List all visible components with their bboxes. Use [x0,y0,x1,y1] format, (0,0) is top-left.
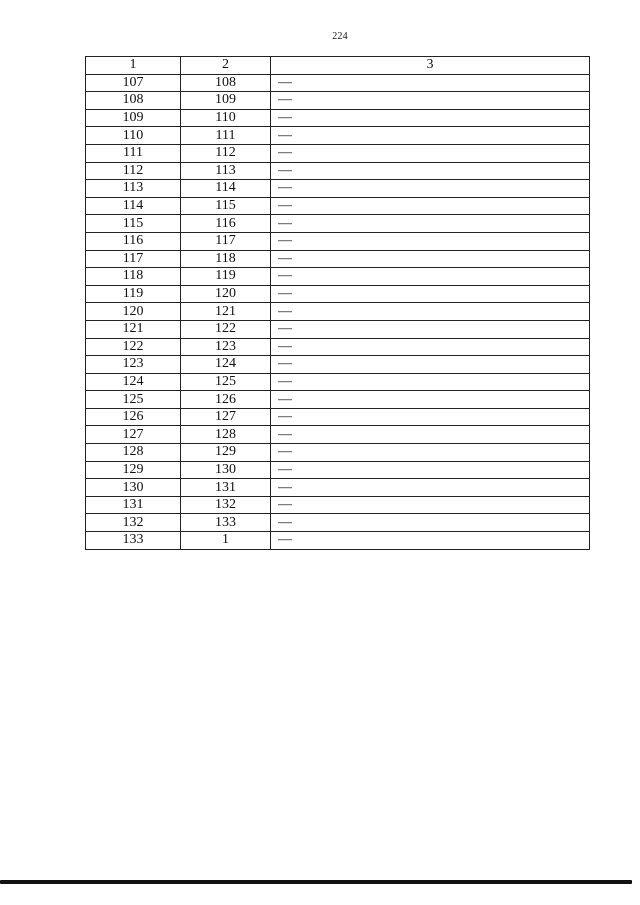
table-cell-col2: 125 [181,373,271,391]
table-cell-col1: 127 [86,426,181,444]
table-cell-col3: — [271,74,590,92]
table-cell-col2: 115 [181,197,271,215]
table-cell-col2: 128 [181,426,271,444]
table-cell-col1: 122 [86,338,181,356]
table-cell-col3: — [271,532,590,550]
table-cell-col2: 112 [181,144,271,162]
table-cell-col2: 108 [181,74,271,92]
table-row [86,285,590,303]
table-cell-col1: 119 [86,285,181,303]
table-cell-col3: — [271,303,590,321]
table-cell-col3: — [271,180,590,198]
data-table [85,56,590,550]
table-row [86,232,590,250]
table-cell-col3: — [271,444,590,462]
table-cell-col1: 131 [86,496,181,514]
table-row [86,180,590,198]
table-cell-col3: — [271,426,590,444]
table-row [86,109,590,127]
table-cell-col2: 1 [181,532,271,550]
table-cell-col1: 108 [86,92,181,110]
table-cell-col3: — [271,109,590,127]
table-cell-col1: 110 [86,127,181,145]
table-cell-col2: 123 [181,338,271,356]
table-cell-col3: — [271,356,590,374]
page-number: 224 [332,31,348,42]
table-cell-col3: — [271,127,590,145]
table-cell-col1: 118 [86,268,181,286]
table-row [86,74,590,92]
table-cell-col3: — [271,461,590,479]
table-row [86,162,590,180]
table-cell-col3: — [271,408,590,426]
table-cell-col1: 109 [86,109,181,127]
table-cell-col1: 114 [86,197,181,215]
table-row [86,250,590,268]
table-row [86,356,590,374]
table-row [86,215,590,233]
table-cell-col2: 116 [181,215,271,233]
table-cell-col3: — [271,391,590,409]
table-row [86,127,590,145]
table-cell-col1: 111 [86,144,181,162]
table-row [86,320,590,338]
table-row [86,514,590,532]
table-cell-col2: 119 [181,268,271,286]
table-cell-col2: 114 [181,180,271,198]
table-cell-col2: 109 [181,92,271,110]
table-row [86,479,590,497]
table-cell-col3: — [271,215,590,233]
table-cell-col2: 130 [181,461,271,479]
table-cell-col3: — [271,373,590,391]
table-cell-col1: 112 [86,162,181,180]
column-header-1: 1 [86,57,181,75]
table-cell-col1: 126 [86,408,181,426]
table-row [86,197,590,215]
table-cell-col1: 129 [86,461,181,479]
table-cell-col3: — [271,144,590,162]
table-row [86,268,590,286]
table-row [86,391,590,409]
table-cell-col2: 126 [181,391,271,409]
bottom-rule [0,880,632,884]
column-header-3: 3 [271,57,590,75]
table-cell-col1: 133 [86,532,181,550]
table-row [86,338,590,356]
table-cell-col3: — [271,92,590,110]
table-cell-col1: 124 [86,373,181,391]
table-cell-col3: — [271,162,590,180]
table-cell-col1: 121 [86,320,181,338]
table-cell-col3: — [271,514,590,532]
table-cell-col1: 125 [86,391,181,409]
table-cell-col3: — [271,232,590,250]
table-cell-col3: — [271,479,590,497]
table-cell-col2: 133 [181,514,271,532]
table-cell-col3: — [271,285,590,303]
table-cell-col2: 124 [181,356,271,374]
table-cell-col2: 113 [181,162,271,180]
table-cell-col2: 132 [181,496,271,514]
table-cell-col3: — [271,197,590,215]
table-cell-col1: 130 [86,479,181,497]
table-cell-col2: 122 [181,320,271,338]
table-cell-col2: 111 [181,127,271,145]
table-cell-col1: 120 [86,303,181,321]
table-cell-col3: — [271,320,590,338]
table-cell-col2: 131 [181,479,271,497]
table-header-row [86,57,590,75]
table-cell-col2: 117 [181,232,271,250]
table-row [86,144,590,162]
table-row [86,532,590,550]
table-body [86,74,590,549]
table-cell-col1: 116 [86,232,181,250]
table-cell-col3: — [271,250,590,268]
table-row [86,496,590,514]
table-row [86,461,590,479]
table-cell-col2: 110 [181,109,271,127]
table-row [86,408,590,426]
column-header-2: 2 [181,57,271,75]
table-cell-col2: 120 [181,285,271,303]
table-cell-col3: — [271,496,590,514]
table-row [86,426,590,444]
table-cell-col3: — [271,268,590,286]
table-cell-col1: 128 [86,444,181,462]
table-cell-col2: 127 [181,408,271,426]
table-cell-col1: 117 [86,250,181,268]
table-cell-col1: 115 [86,215,181,233]
table-row [86,303,590,321]
table-cell-col1: 107 [86,74,181,92]
table-cell-col1: 113 [86,180,181,198]
table-row [86,373,590,391]
table-row [86,92,590,110]
table-cell-col2: 118 [181,250,271,268]
table-cell-col3: — [271,338,590,356]
table-cell-col2: 129 [181,444,271,462]
table-cell-col1: 132 [86,514,181,532]
table-cell-col2: 121 [181,303,271,321]
table-cell-col1: 123 [86,356,181,374]
table-row [86,444,590,462]
